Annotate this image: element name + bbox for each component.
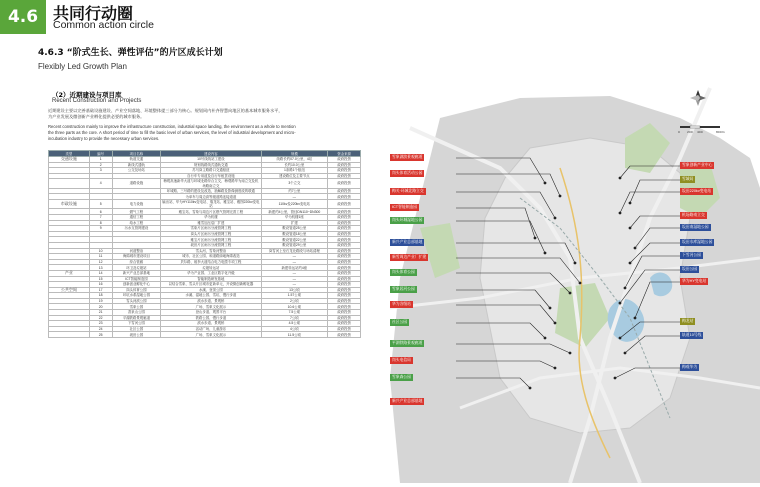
page-title: 共同行动圈 bbox=[53, 4, 134, 23]
table-cell: — bbox=[261, 194, 328, 200]
table-cell: 政府投资 bbox=[328, 315, 361, 321]
table-cell: 21 bbox=[89, 310, 112, 316]
table-cell: 贝尔路、坂李大道结合电力电缆专项工程 bbox=[161, 259, 261, 265]
table-cell: 23 bbox=[89, 321, 112, 327]
table-cell: 22 bbox=[89, 315, 112, 321]
table-cell: 政府投资 bbox=[328, 270, 361, 276]
table-cell: 9 bbox=[89, 226, 112, 232]
paragraph-line: incubation industry to provide the necessary urban services. bbox=[48, 136, 160, 141]
table-cell: 建设路位及主要节点 bbox=[261, 173, 328, 179]
table-cell: 110kv及220kv变电站 bbox=[261, 199, 328, 208]
column-header: 项目名称 bbox=[112, 151, 161, 157]
table-cell: 新线式通轨 bbox=[112, 162, 161, 168]
map-label: 坂田公园 bbox=[682, 267, 698, 271]
map-label: 平湖铁路景观廊道 bbox=[392, 341, 423, 345]
table-cell: 13公顷 bbox=[261, 287, 328, 293]
table-cell: 新兴产业总部基地 bbox=[112, 270, 161, 276]
table-cell: 敷设管道18公里 bbox=[261, 231, 328, 237]
table-cell: 7 bbox=[89, 214, 112, 220]
table-cell: 约7公里 bbox=[261, 188, 328, 194]
section-title: 4.6.3 “阶式生长、弹性评估”的片区成长计划 bbox=[38, 48, 223, 58]
table-cell: 垃圾转运站 bbox=[161, 265, 261, 271]
table-cell: 政府投资 bbox=[328, 282, 361, 288]
table-cell: 活动广场、儿童游乐 bbox=[161, 326, 261, 332]
subsection-title: （2）近期建设与项目库 bbox=[52, 91, 122, 99]
table-cell: 1.57公顷 bbox=[261, 293, 328, 299]
map-label: 梅龙站 bbox=[682, 319, 694, 323]
table-cell: 政府投资 bbox=[328, 310, 361, 316]
table-cell: 14 bbox=[89, 270, 112, 276]
table-cell: 政府投资 bbox=[328, 194, 361, 200]
section-subtitle: Flexibly Led Growth Plan bbox=[38, 62, 127, 71]
table-cell: 广场、雪象文化展示 bbox=[161, 332, 261, 338]
table-cell: 河道整治 bbox=[112, 248, 161, 254]
map-label: 坂田220kv变电站 bbox=[682, 189, 712, 193]
table-cell: 扩建 bbox=[261, 220, 328, 226]
scale-bar bbox=[680, 126, 720, 128]
table-cell: 环卫及垃圾站 bbox=[112, 265, 161, 271]
table-cell: 10 bbox=[89, 248, 112, 254]
table-cell: 20 bbox=[89, 304, 112, 310]
table-cell: 公交及场站 bbox=[112, 168, 161, 174]
table-cell: 苏马岗主路路口交通枢纽 bbox=[161, 168, 261, 174]
table-cell: 5 bbox=[89, 199, 112, 208]
table-cell: ICT智能制造园 bbox=[112, 276, 161, 282]
table-cell: 输出站、华为HY110kv变电站、瑞龙站、雅宝站、雅图220kv变电站 bbox=[162, 199, 260, 209]
table-cell: 政府投资 bbox=[328, 231, 361, 237]
table-cell: 岗头体育公园 bbox=[112, 287, 161, 293]
table-cell: 下雪河公园 bbox=[112, 321, 161, 327]
table-cell: 市政设施 bbox=[49, 199, 90, 208]
table-cell: 8 bbox=[89, 220, 112, 226]
table-cell: 25 bbox=[89, 332, 112, 338]
table-cell: 雅雪加压泵厂扩建 bbox=[161, 220, 261, 226]
table-body bbox=[49, 157, 361, 338]
table-cell: 6 bbox=[89, 209, 112, 215]
scale-tick: 200 bbox=[687, 130, 693, 134]
map-label: 岗头电信局 bbox=[392, 358, 411, 362]
table-cell: 智能制造研发基地 bbox=[161, 276, 261, 282]
section-number-badge: 4.6 bbox=[0, 0, 46, 34]
table-cell: 岗头片区雨污分流管网工程 bbox=[161, 231, 261, 237]
map-label: 新兴产业总部基地 bbox=[392, 399, 423, 403]
table-cell: 自行车专用道及自行车租赁设施 bbox=[161, 173, 261, 179]
table-cell: 政府投资 bbox=[328, 168, 361, 174]
paragraph-line: 近期建设主要以完善基础设施建设、产业空间落地、环境整体提三部分为核心。规划同内补齐智慧向地区的基本城市服务水平， bbox=[48, 108, 283, 113]
table-cell: 12 bbox=[89, 259, 112, 265]
table-cell: 政府投资 bbox=[328, 209, 361, 215]
table-cell: 敷设管道22公里 bbox=[261, 237, 328, 243]
table-cell: 综合管廊 bbox=[112, 259, 161, 265]
table-cell: 4.5公顷 bbox=[261, 321, 328, 327]
table-cell: 政府投资 bbox=[328, 332, 361, 338]
table-cell: 1 bbox=[89, 157, 112, 163]
table-cell: 雪象片区雨污分流管网工程 bbox=[161, 226, 261, 232]
table-cell: 18 bbox=[89, 293, 112, 299]
paragraph-line: the three parts as the core. A short period of time to fill the basic level of urban services, the level of industrial development and micro- bbox=[48, 130, 296, 135]
table-cell: 道路设施 bbox=[112, 179, 161, 188]
table-cell: 香泉山公园 bbox=[112, 310, 161, 316]
table-cell: 10.6公顷 bbox=[261, 304, 328, 310]
table-cell: 政府投资 bbox=[328, 173, 361, 179]
column-header: 资金来源 bbox=[328, 151, 361, 157]
table-cell: 7.5公顷 bbox=[261, 310, 328, 316]
table-cell: 雪头河滨公园 bbox=[112, 298, 161, 304]
table-cell: 电力设施 bbox=[112, 199, 161, 208]
table-cell: 环城路、三号路的建设及改造，抽解路及影像测度改的联通 bbox=[161, 188, 261, 194]
project-table bbox=[48, 150, 361, 338]
table-cell: 雅宝站、雪象与周边片区燃气管网完善工程 bbox=[161, 209, 261, 215]
map-label: 雪象森公园 bbox=[392, 375, 411, 379]
table-cell: 敷设管道25公里 bbox=[261, 226, 328, 232]
table-cell: 新建约4公里，管径DN110~DN300 bbox=[261, 209, 328, 215]
table-cell: 政府投资 bbox=[328, 304, 361, 310]
table-cell: 政府投资 bbox=[328, 199, 361, 208]
map-label: 新雪周边产业厂扩建 bbox=[392, 255, 427, 259]
table-cell: 政府投资 bbox=[328, 220, 361, 226]
map-label: 坂田水库湿地公园 bbox=[682, 240, 713, 244]
table-cell: 轨道交通 bbox=[112, 157, 161, 163]
table-cell bbox=[49, 332, 90, 338]
table-cell: 水溪、湿地公园、雪坑、慢行步道 bbox=[161, 293, 261, 299]
table-cell: 10号线线站工建设 bbox=[161, 157, 261, 163]
table-cell: 滨水步道、景观桥 bbox=[161, 298, 261, 304]
table-cell: 敷设管道29公里 bbox=[261, 242, 328, 248]
table-cell: 创新创业孵化中心 bbox=[112, 282, 161, 288]
table-cell: 雪头河、雪象河整治 bbox=[161, 248, 261, 254]
table-cell: 24 bbox=[89, 326, 112, 332]
table-cell: 长约10.0公里 bbox=[261, 162, 328, 168]
map-label: 轨道10号线 bbox=[682, 333, 702, 337]
table-cell: — bbox=[261, 282, 328, 288]
scale-tick: 0 bbox=[678, 130, 680, 134]
table-cell bbox=[49, 179, 90, 188]
table-cell: 给水工程 bbox=[112, 220, 161, 226]
column-header: 建设内容 bbox=[161, 151, 261, 157]
table-cell: — bbox=[261, 259, 328, 265]
table-cell: 梅观高速新华大道与环城北路综合立交、梅观路华为南立交及机场路南立交 bbox=[161, 179, 261, 188]
scale-tick: 400 bbox=[697, 130, 703, 134]
table-cell: 新建转运站约4座 bbox=[261, 265, 328, 271]
map-label: ICT智能制造园 bbox=[392, 205, 418, 209]
table-cell: 11 bbox=[89, 254, 112, 260]
map-label: 雪象创新产业中心 bbox=[682, 163, 713, 167]
table-cell: 滨水步道、景观桥 bbox=[161, 321, 261, 327]
map-label: 新兴产业总部基地 bbox=[392, 240, 423, 244]
table-cell: 水溪、登顶公园 bbox=[161, 287, 261, 293]
table-cell: 华为机楼 bbox=[161, 214, 261, 220]
table-cell: 政府投资 bbox=[328, 242, 361, 248]
table-cell: 登山步道、观景平台 bbox=[161, 310, 261, 316]
table-cell: 交通设施 bbox=[49, 157, 90, 163]
table-cell: 政府投资 bbox=[328, 179, 361, 188]
table-cell: 政府投资 bbox=[328, 237, 361, 243]
table-cell: 公共空间 bbox=[49, 287, 90, 293]
table-cell: 19 bbox=[89, 298, 112, 304]
table-cell: 13 bbox=[89, 265, 112, 271]
column-header: 规模 bbox=[261, 151, 328, 157]
table-cell: 平湖铁路景观廊道 bbox=[112, 315, 161, 321]
table-cell: 政府投资 bbox=[328, 259, 361, 265]
map-label: 社区公园 bbox=[392, 320, 408, 324]
table-cell: 坂田公园 bbox=[112, 332, 161, 338]
table-cell: 城市、社区公园、和道路绿地海绵改造 bbox=[161, 254, 261, 260]
map-label: 梅观华为 bbox=[682, 365, 698, 369]
map-label: 雪域局 bbox=[682, 177, 694, 181]
table-cell: 2公顷 bbox=[261, 298, 328, 304]
table-cell: 通信工程 bbox=[112, 214, 161, 220]
table-cell: 1条路1个枢纽 bbox=[261, 168, 328, 174]
table-cell: 铁路公园、慢行步道 bbox=[161, 315, 261, 321]
table-cell: 政府投资 bbox=[328, 321, 361, 327]
table-cell: 政府投资 bbox=[328, 276, 361, 282]
table-cell: — bbox=[261, 254, 328, 260]
table-cell: 政府投资 bbox=[328, 248, 361, 254]
table-cell: 3 bbox=[89, 168, 112, 174]
table-cell: 4公顷 bbox=[261, 326, 328, 332]
table-cell: 政府投资 bbox=[328, 226, 361, 232]
table-cell: — bbox=[261, 276, 328, 282]
table-cell: 岗雪河上至石龙北路段与场站清理 bbox=[261, 248, 328, 254]
table-cell: 为单车与周边高等级道路连接道道 bbox=[161, 194, 261, 200]
table-cell: 广场、雪象文化展示 bbox=[161, 304, 261, 310]
table-cell: 政府投资 bbox=[328, 298, 361, 304]
table-cell: 规划线路线式通轨交通 bbox=[161, 162, 261, 168]
table-cell: 政府投资 bbox=[328, 157, 361, 163]
map-label: 华为各级站 bbox=[392, 302, 411, 306]
column-header: 类型 bbox=[49, 151, 90, 157]
table-row bbox=[49, 332, 361, 338]
table-cell: 3个立交 bbox=[261, 179, 328, 188]
table-cell: 11.5公顷 bbox=[261, 332, 328, 338]
column-header: 编号 bbox=[89, 151, 112, 157]
table-cell: 以结合雪象、雪头片区城市更新单元，开设微创新孵化器 bbox=[161, 282, 261, 288]
subsection-subtitle: Recent Construction and Projects bbox=[52, 98, 142, 104]
table-cell: 华为产业园、工业区数字化升级 bbox=[161, 270, 261, 276]
table-cell: 17 bbox=[89, 287, 112, 293]
map-label: 岗头体育公园 bbox=[392, 270, 415, 274]
table-cell: 15 bbox=[89, 276, 112, 282]
table-cell: 线路长约07.0公里，4站 bbox=[261, 157, 328, 163]
table-row bbox=[49, 199, 361, 208]
map-label: 岗头体育活动公园 bbox=[392, 171, 423, 175]
table-cell: 海绵城市建设项目 bbox=[112, 254, 161, 260]
table-cell: 16 bbox=[89, 282, 112, 288]
paragraph-line: 为产业发展及微创新产业孵化提供必要的城市服务。 bbox=[48, 114, 145, 119]
table-cell: 政府投资 bbox=[328, 326, 361, 332]
table-cell: 社区公园 bbox=[112, 326, 161, 332]
table-cell: 政府投资 bbox=[328, 162, 361, 168]
table-cell: 政府投资 bbox=[328, 265, 361, 271]
map-label: 华为HY变电站 bbox=[682, 279, 707, 283]
map-label: 雪象湖滨景观廊道 bbox=[392, 155, 423, 159]
table-cell: 环坑水系湿地公园 bbox=[112, 293, 161, 299]
map-label: 梅关·环城北路立交 bbox=[392, 189, 424, 193]
table-cell: 燃气工程 bbox=[112, 209, 161, 215]
page-subtitle: Common action circle bbox=[53, 19, 154, 31]
map-label: 下雪河公园 bbox=[682, 253, 701, 257]
table-cell: 污水支管网建设 bbox=[112, 226, 161, 232]
table-cell: 4 bbox=[89, 179, 112, 188]
map-label: 坂田南湿地公园 bbox=[682, 225, 709, 229]
table-cell: 政府投资 bbox=[328, 293, 361, 299]
table-cell: 政府投资 bbox=[328, 214, 361, 220]
table-cell: 政府投资 bbox=[328, 287, 361, 293]
table-row bbox=[49, 179, 361, 188]
scale-tick: 800m bbox=[716, 130, 725, 134]
table-cell: 雪象公园 bbox=[112, 304, 161, 310]
table-cell: 政府投资 bbox=[328, 254, 361, 260]
table-cell: 坂田片区雨污分流管网工程 bbox=[161, 242, 261, 248]
table-cell: 产业 bbox=[49, 270, 90, 276]
map-label: 机场路南立交 bbox=[682, 213, 705, 217]
table-cell: 7公顷 bbox=[261, 315, 328, 321]
table-cell: 雅宝片区雨污分流管网工程 bbox=[161, 237, 261, 243]
site-map bbox=[380, 78, 760, 483]
table-cell: 华为机楼1座 bbox=[261, 214, 328, 220]
table-cell: 2 bbox=[89, 162, 112, 168]
map-label: 岗头环城湿地公园 bbox=[392, 218, 423, 222]
table-cell: — bbox=[261, 270, 328, 276]
paragraph-line: Recent construction mainly to improve the infrastructure construction, industrial space landing, the environment as a whole to mention bbox=[48, 124, 296, 129]
map-label: 雪象居河公园 bbox=[392, 287, 415, 291]
table-cell: 政府投资 bbox=[328, 188, 361, 194]
